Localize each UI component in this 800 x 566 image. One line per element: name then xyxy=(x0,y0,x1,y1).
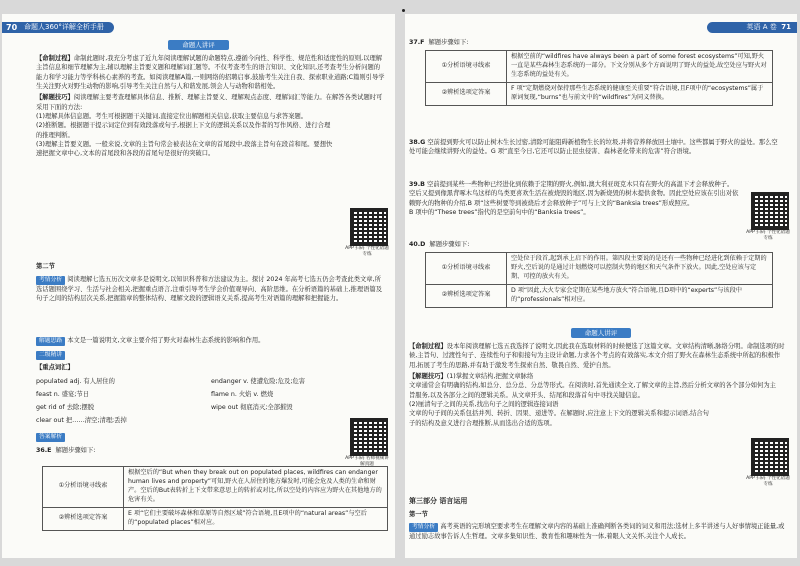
q40-row1-label: ①分析语境寻线索 xyxy=(426,253,507,285)
theme-text: 本文是一篇说明文,文章主要介绍了野火对森林生态系统的影响和作用。 xyxy=(67,337,265,344)
q36-row2-text: E 项“它们主要破坏森林和草原等自然区域”符合语境,且E项中的“natural areas”与空后的“populated places”相对应。 xyxy=(124,507,388,530)
rp1: 【命制过程】设本年阅读理解七选五我选择了说明文,因此我在选取材料的时候便选了这篇文章。文章结构清晰,脉络分明。命制选项的时候,主旨句、过渡性句子、连续性句子和衔接句为主设计命题,力求各个考点的有效落实,本文介绍了野火在森林生态系统中所起的积极作用,拓展了考生的思路,并有助于激发考生探索自然、敬畏自然、爱护自然。 xyxy=(409,343,785,369)
tag-theme: 解题思路 xyxy=(36,337,65,346)
right-analysis xyxy=(409,522,787,541)
q36-row1-text: 根据空后的“But when they break out on populated places, wildfires can endanger human lives and property”可知,野火在人居住的地方爆发时,可能会危及人类的生命和财产。空后的But表转折上下文带来意思上的转折或对比,所以空处的内容应为野火在其他地方的危害有关。 xyxy=(124,467,388,508)
qr-caption-1: APP 扫码 个性化错题专练 xyxy=(345,246,389,257)
left-header xyxy=(2,14,395,36)
q36-table xyxy=(42,466,388,531)
analysis-block xyxy=(36,275,387,303)
tag-analysis: 考情分析 xyxy=(36,276,65,285)
right-page-number: 71 xyxy=(781,23,791,31)
p2-item-1: (1)理解具体信息题。考生可根据题干关键词,直接定位出解题相关信息,获取主要信息与求答案题。 xyxy=(36,112,308,120)
q37-row2-text: F 项“定期燃烧对保持那些生态系统的健康至关重要”符合语境,且F项中的“ecosystems”属于原词复现,“burns”也与前文中的“wildfires”为同义替换。 xyxy=(507,82,773,105)
qr-code-3[interactable] xyxy=(751,192,789,230)
p1: 【命制过程】命制此题时,我充分考虑了近九年阅读理解试题的命题特点,遵循今向性、科学性、规范性和适度性的原则,以理解主旨信息和细节理解为主,辅以理解主旨要义题和理解词汇题等。不仅考查考生的语言知识、文化知识,还考查考生分析问题的能力和学习能力等学科核心素养的考查。如阅读理解A篇,一则网络的招聘启事,鼓励考生关注自我、探索职业道路;C篇则引导学生关注野火对野生动物的影响,引导考生关注自然与人和谐发展,领会人与动物和谐相处。 xyxy=(36,55,385,90)
vocab-row: feast n. 盛宴;节日 flame n. 火焰 v. 燃烧 xyxy=(36,391,274,398)
qr-caption-2: APP 扫码 名师视频讲解真题 xyxy=(345,456,389,467)
right-header-title: 英语 A 卷 xyxy=(746,23,777,31)
p2-item-2: (2)推断题。根据题干提示词定位到有效段落或句子,根据上下文的逻辑关系以及作者的写作风格、进行合理的推理判断。 xyxy=(36,122,331,139)
right-section-title: 命题人讲评 xyxy=(405,328,797,338)
right-tag-analysis: 考情分析 xyxy=(409,523,438,532)
rp2-1-text: 文章通常会有明确的结构,如总分、总分总、分总等形式。在阅读时,首先通读全文,了解文章的主旨,然后分析文章的各个部分如何为主旨服务,以及各部分之间的逻辑关系。从文章开头、结尾和段落首句中寻找关键信息。 xyxy=(409,382,776,399)
tag-answer-wrap xyxy=(36,432,387,442)
vocab-row: populated adj. 有人居住的 endanger v. 使遭危险;危及;危害 xyxy=(36,378,306,385)
rp2-2: (2)厘清句子之间的关系,找出句子之间的逻辑连接词语 xyxy=(409,400,559,408)
q40-table xyxy=(425,252,773,308)
q36-row1-label: ①分析语境寻线索 xyxy=(43,467,124,508)
vocab-list xyxy=(36,377,386,429)
q40-heading: 40.D 解题步骤如下: xyxy=(409,241,470,248)
section1-title: 第一节 xyxy=(409,511,428,518)
q37-row2-label: ②辨析选项定答案 xyxy=(426,82,507,105)
q36-row2-label: ②辨析选项定答案 xyxy=(43,507,124,530)
qr-code-2[interactable] xyxy=(350,418,388,456)
left-section2: 第二节 xyxy=(36,263,55,270)
theme-block xyxy=(36,336,387,346)
q40-row2-label: ②辨析选项定答案 xyxy=(426,284,507,307)
q40-row2-text: D 项“因此,大火专家会定期在某些地方放火”符合语境,且D项中的“experts”与该段中的“professionals”相对应。 xyxy=(507,284,773,307)
tag-vocab-wrap xyxy=(36,350,387,360)
q39-note: B 项中的“These trees”指代的是空前句中的“Banksia trees”。 xyxy=(409,208,590,216)
left-section-title: 命题人讲评 xyxy=(2,40,395,50)
right-analysis-text: 高考英语的完形填空要求考生在理解文章内容的基础上准确判断各类词的词义和用法;选材上多半讲述与人好事情境正能量,或通过励志故事告诉人生哲理。文章多集知识性、教育性和趣味性为一体,着眼人文关怀,关注个人成长。 xyxy=(409,523,785,540)
q37-row1-text: 根据空前的“wildfires have always been a part of some forest ecosystems”可知,野火一直是某些森林生态系统的一部分。下文分别从多个方面说明了野火的益处,故空处应与野火对生态系统的益处有关。 xyxy=(507,51,773,83)
vocab-title: 【重点词汇】 xyxy=(36,364,74,371)
left-page-number: 70 xyxy=(6,23,18,32)
q36-heading: 36.E 解题步骤如下: xyxy=(36,447,96,454)
left-header-banner xyxy=(2,22,114,33)
left-page xyxy=(2,14,395,558)
qr-caption-3: APP 扫码 个性化错题专练 xyxy=(746,230,790,241)
q37-row1-label: ①分析语境寻线索 xyxy=(426,51,507,83)
q37-table xyxy=(425,50,773,106)
vocab-row: get rid of 去除;摆脱 wipe out 彻底消灭;全部摧毁 xyxy=(36,404,293,411)
right-header xyxy=(405,14,797,36)
binding-mark xyxy=(402,9,405,12)
qr-code-4[interactable] xyxy=(751,438,789,476)
q37-heading: 37.F 解题步骤如下: xyxy=(409,39,469,46)
q39-block: 39.B 空前提到某些一些物种已经进化到依赖于定期的野火,例如,澳大利亚斑克木只有在野火的高温下才会释放种子。空后又提到像黑背啄木鸟这样的鸟类更喜欢生活在被烧毁的地区,因为新烧毁的树木提供食物。因此空处应该在引出对依赖野火的物种的介绍,B 项“这些树要等到被烧后才会释放种子”可与上文的“Banksia trees”形成照应。 B 项中的“These trees”指代的是空前句中的“Banksia trees”。 xyxy=(409,181,739,216)
tag-vocab: 二级精讲 xyxy=(36,351,65,360)
vocab-row: clear out 把……清空;清理;丢掉 xyxy=(36,417,127,424)
analysis-text: 阅读理解七选五历次文章多是说明文,以知识科普和方法建议为主。探讨 2024 年高考七选五仍会考查此类文章,所选话题围绕学习、生活与社会相关,把握重点语言,注重引导考生学会价值观导向、高阶思维。在分析语篇的基础上,推理语篇及句子之间的结构层次关系,把握篇章的整体结构、理解文段的逻辑语义关系,提高考生对语篇的理解和把握能力。 xyxy=(36,276,383,302)
part3-title: 第三部分 语言运用 xyxy=(409,497,468,505)
right-header-banner xyxy=(707,22,797,33)
qr-caption-4: APP 扫码 个性化错题专练 xyxy=(746,476,790,487)
left-header-title: 命题人360°详解全析手册 xyxy=(24,23,104,31)
rp2-title: 【解题技巧】(1)掌握文章结构,把握文章脉络 xyxy=(409,372,534,380)
left-commentary xyxy=(36,54,386,158)
p2: 【解题技巧】阅读理解主要考查理解具体信息、推断、理解主旨要义、理解观点态度、理解词汇等能力。在解答各类试题时可采用下面的方法: xyxy=(36,94,383,111)
q40-row1-text: 空处位于段首,起到承上启下的作用。第四段主要说的是还有一些物种已经进化到依赖于定期的野火,空后说的是通过计划燃烧可以控制火势的地区和天气条件下放火。因此,空处应该与定期、可控的放火有关。 xyxy=(507,253,773,285)
p2-item-3: (3)理解主旨要义题。一般来说,文章的主旨句常会被表达在文章的首尾段中,段落主旨句在段首和尾。要想快速把握文章中心,文本的首尾段和各段的首尾句是很好的突破口。 xyxy=(36,140,333,158)
right-page xyxy=(405,14,797,558)
qr-code-1[interactable] xyxy=(350,208,388,246)
q38-block: 38.G 空前提到野火可以防止树木生长过密,清除可能阻碍新植物生长的垃圾,并将营养释放回土壤中。这些都属于野火的益处。那么空处可能会继续讲野火的益处。G 项“直至今日,它还可以防止昆虫侵害、森林老化带来的危害”符合语境。 xyxy=(409,139,778,156)
right-commentary xyxy=(409,342,785,428)
rp2-2-text: 文章的句子间的关系包括并列、转折、因果、递进等。在解题时,应注意上下文的逻辑关系和提示词语,结合句子的结构及意义进行合理推断,从而选出合适的选项。 xyxy=(409,410,709,427)
tag-answer: 答案解析 xyxy=(36,433,65,442)
